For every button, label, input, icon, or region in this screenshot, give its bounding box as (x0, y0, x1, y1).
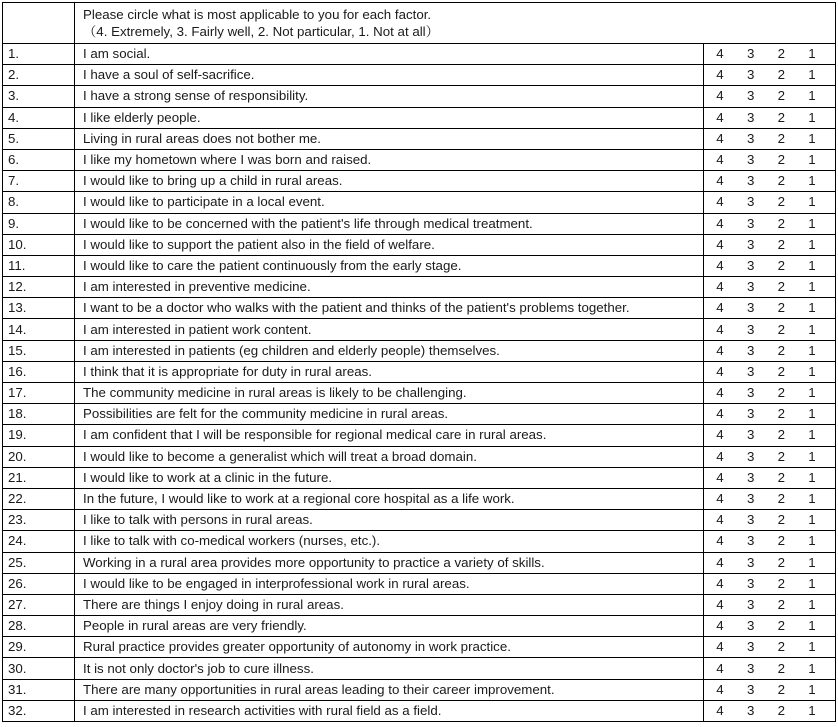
header-blank-cell (3, 3, 75, 44)
score-options-cell (704, 234, 836, 255)
item-number: 22. (3, 488, 75, 509)
score-option-3[interactable]: 3 (746, 618, 755, 634)
item-statement: There are many opportunities in rural areas leading to their career improvement. (75, 679, 704, 700)
score-option-4[interactable]: 4 (716, 491, 724, 507)
score-option-3[interactable]: 3 (746, 236, 755, 252)
score-option-3[interactable]: 3 (746, 512, 755, 528)
score-option-2[interactable]: 2 (777, 533, 786, 549)
score-option-2[interactable]: 2 (777, 130, 786, 146)
score-options (704, 383, 835, 403)
table-row (3, 44, 836, 65)
score-option-2[interactable]: 2 (777, 512, 786, 528)
score-options (704, 574, 835, 594)
score-option-1[interactable]: 1 (808, 46, 816, 62)
score-option-3[interactable]: 3 (746, 363, 755, 379)
score-option-4[interactable]: 4 (716, 639, 724, 655)
score-options-cell (704, 573, 836, 594)
score-option-2[interactable]: 2 (777, 385, 786, 401)
score-option-4[interactable]: 4 (716, 554, 724, 570)
score-option-2[interactable]: 2 (777, 88, 786, 104)
score-option-3[interactable]: 3 (746, 406, 755, 422)
score-option-2[interactable]: 2 (777, 427, 786, 443)
score-options (704, 298, 835, 318)
score-options (704, 425, 835, 445)
table-row (3, 383, 836, 404)
score-option-4[interactable]: 4 (716, 300, 724, 316)
score-option-2[interactable]: 2 (777, 236, 786, 252)
item-number: 30. (3, 658, 75, 679)
score-options-cell (704, 107, 836, 128)
score-option-2[interactable]: 2 (777, 173, 786, 189)
score-option-2[interactable]: 2 (777, 215, 786, 231)
item-statement: I am interested in preventive medicine. (75, 277, 704, 298)
score-options-cell (704, 594, 836, 615)
score-options (704, 44, 835, 64)
item-statement: I want to be a doctor who walks with the patient and thinks of the patient's problems together. (75, 298, 704, 319)
score-option-2[interactable]: 2 (777, 660, 786, 676)
score-option-3[interactable]: 3 (746, 469, 755, 485)
item-number: 27. (3, 594, 75, 615)
item-number: 17. (3, 383, 75, 404)
score-option-4[interactable]: 4 (716, 67, 724, 83)
score-option-2[interactable]: 2 (777, 152, 786, 168)
table-row (3, 679, 836, 700)
score-options-cell (704, 340, 836, 361)
score-options (704, 595, 835, 615)
table-row (3, 107, 836, 128)
table-row (3, 192, 836, 213)
score-option-2[interactable]: 2 (777, 67, 786, 83)
score-options (704, 256, 835, 276)
table-row (3, 128, 836, 149)
score-option-4[interactable]: 4 (716, 596, 724, 612)
score-option-1[interactable]: 1 (808, 152, 816, 168)
table-row (3, 637, 836, 658)
score-option-1[interactable]: 1 (808, 88, 816, 104)
table-row (3, 86, 836, 107)
item-number: 15. (3, 340, 75, 361)
item-statement: I like elderly people. (75, 107, 704, 128)
score-option-1[interactable]: 1 (808, 448, 816, 464)
item-statement: Rural practice provides greater opportunity of autonomy in work practice. (75, 637, 704, 658)
item-number: 21. (3, 467, 75, 488)
score-option-3[interactable]: 3 (746, 639, 755, 655)
score-option-1[interactable]: 1 (808, 279, 816, 295)
table-row (3, 446, 836, 467)
score-options-cell (704, 86, 836, 107)
score-options (704, 86, 835, 106)
score-option-3[interactable]: 3 (746, 681, 755, 697)
score-options-cell (704, 44, 836, 65)
item-statement: I like my hometown where I was born and raised. (75, 149, 704, 170)
score-options-cell (704, 128, 836, 149)
item-number: 3. (3, 86, 75, 107)
item-number: 18. (3, 404, 75, 425)
item-number: 11. (3, 255, 75, 276)
table-row (3, 510, 836, 531)
score-option-4[interactable]: 4 (716, 109, 724, 125)
score-options-cell (704, 510, 836, 531)
score-option-4[interactable]: 4 (716, 194, 724, 210)
score-option-4[interactable]: 4 (716, 88, 724, 104)
score-option-2[interactable]: 2 (777, 554, 786, 570)
score-options (704, 616, 835, 636)
item-number: 12. (3, 277, 75, 298)
item-number: 8. (3, 192, 75, 213)
score-option-3[interactable]: 3 (746, 554, 755, 570)
item-number: 2. (3, 65, 75, 86)
score-options-cell (704, 552, 836, 573)
table-row (3, 255, 836, 276)
item-statement: I am interested in patient work content. (75, 319, 704, 340)
score-options (704, 531, 835, 551)
score-options (704, 553, 835, 573)
score-options (704, 468, 835, 488)
score-option-3[interactable]: 3 (746, 448, 755, 464)
table-row (3, 234, 836, 255)
item-number: 4. (3, 107, 75, 128)
score-options-cell (704, 637, 836, 658)
table-row (3, 361, 836, 382)
item-number: 1. (3, 44, 75, 65)
item-statement: There are things I enjoy doing in rural areas. (75, 594, 704, 615)
score-option-4[interactable]: 4 (716, 512, 724, 528)
item-number: 32. (3, 700, 75, 721)
item-statement: I would like to become a generalist which will treat a broad domain. (75, 446, 704, 467)
table-row (3, 65, 836, 86)
item-statement: Working in a rural area provides more opportunity to practice a variety of skills. (75, 552, 704, 573)
score-option-4[interactable]: 4 (716, 448, 724, 464)
table-row (3, 531, 836, 552)
score-options (704, 108, 835, 128)
score-option-1[interactable]: 1 (808, 109, 816, 125)
score-options-cell (704, 467, 836, 488)
item-number: 19. (3, 425, 75, 446)
score-options-cell (704, 425, 836, 446)
score-options-cell (704, 192, 836, 213)
table-row (3, 573, 836, 594)
score-option-1[interactable]: 1 (808, 236, 816, 252)
item-statement: Possibilities are felt for the community medicine in rural areas. (75, 404, 704, 425)
table-row (3, 425, 836, 446)
score-option-3[interactable]: 3 (746, 46, 755, 62)
item-number: 31. (3, 679, 75, 700)
score-option-3[interactable]: 3 (746, 427, 755, 443)
score-option-1[interactable]: 1 (808, 300, 816, 316)
score-option-4[interactable]: 4 (716, 575, 724, 591)
item-statement: I would like to work at a clinic in the future. (75, 467, 704, 488)
item-statement: In the future, I would like to work at a regional core hospital as a life work. (75, 488, 704, 509)
score-option-3[interactable]: 3 (746, 109, 755, 125)
score-options-cell (704, 658, 836, 679)
table-row (3, 277, 836, 298)
item-statement: I would like to be engaged in interprofessional work in rural areas. (75, 573, 704, 594)
table-row (3, 616, 836, 637)
score-option-3[interactable]: 3 (746, 300, 755, 316)
score-option-1[interactable]: 1 (808, 469, 816, 485)
score-option-1[interactable]: 1 (808, 512, 816, 528)
score-option-1[interactable]: 1 (808, 681, 816, 697)
item-statement: I have a soul of self-sacrifice. (75, 65, 704, 86)
item-number: 26. (3, 573, 75, 594)
score-options (704, 192, 835, 212)
score-option-4[interactable]: 4 (716, 215, 724, 231)
score-option-1[interactable]: 1 (808, 575, 816, 591)
score-options-cell (704, 383, 836, 404)
table-row (3, 340, 836, 361)
score-options (704, 510, 835, 530)
score-options (704, 489, 835, 509)
score-options (704, 171, 835, 191)
item-statement: I would like to be concerned with the patient's life through medical treatment. (75, 213, 704, 234)
score-options-cell (704, 446, 836, 467)
score-options-cell (704, 488, 836, 509)
questionnaire-table (2, 2, 836, 722)
score-option-1[interactable]: 1 (808, 618, 816, 634)
score-option-2[interactable]: 2 (777, 342, 786, 358)
item-statement: The community medicine in rural areas is likely to be challenging. (75, 383, 704, 404)
score-option-4[interactable]: 4 (716, 406, 724, 422)
score-option-1[interactable]: 1 (808, 194, 816, 210)
score-option-2[interactable]: 2 (777, 596, 786, 612)
score-option-2[interactable]: 2 (777, 618, 786, 634)
item-number: 13. (3, 298, 75, 319)
score-options (704, 404, 835, 424)
score-options-cell (704, 679, 836, 700)
item-statement: I would like to bring up a child in rural areas. (75, 171, 704, 192)
score-option-4[interactable]: 4 (716, 533, 724, 549)
score-option-3[interactable]: 3 (746, 279, 755, 295)
score-option-3[interactable]: 3 (746, 194, 755, 210)
score-option-4[interactable]: 4 (716, 427, 724, 443)
score-option-3[interactable]: 3 (746, 88, 755, 104)
score-option-4[interactable]: 4 (716, 152, 724, 168)
item-statement: Living in rural areas does not bother me. (75, 128, 704, 149)
score-options-cell (704, 65, 836, 86)
table-row (3, 594, 836, 615)
score-option-2[interactable]: 2 (777, 257, 786, 273)
score-option-3[interactable]: 3 (746, 321, 755, 337)
score-option-4[interactable]: 4 (716, 618, 724, 634)
score-option-3[interactable]: 3 (746, 342, 755, 358)
score-option-1[interactable]: 1 (808, 257, 816, 273)
score-options (704, 701, 835, 721)
score-option-1[interactable]: 1 (808, 554, 816, 570)
score-option-4[interactable]: 4 (716, 279, 724, 295)
score-option-3[interactable]: 3 (746, 257, 755, 273)
score-options-cell (704, 277, 836, 298)
score-option-4[interactable]: 4 (716, 257, 724, 273)
item-statement: I have a strong sense of responsibility. (75, 86, 704, 107)
item-number: 10. (3, 234, 75, 255)
score-options (704, 659, 835, 679)
score-option-4[interactable]: 4 (716, 363, 724, 379)
item-number: 25. (3, 552, 75, 573)
table-row (3, 319, 836, 340)
score-options (704, 277, 835, 297)
score-option-1[interactable]: 1 (808, 173, 816, 189)
score-option-1[interactable]: 1 (808, 596, 816, 612)
score-options-cell (704, 616, 836, 637)
item-number: 6. (3, 149, 75, 170)
score-options (704, 235, 835, 255)
score-option-4[interactable]: 4 (716, 130, 724, 146)
score-option-3[interactable]: 3 (746, 596, 755, 612)
score-option-2[interactable]: 2 (777, 321, 786, 337)
table-row (3, 467, 836, 488)
score-option-4[interactable]: 4 (716, 681, 724, 697)
score-option-3[interactable]: 3 (746, 702, 755, 718)
item-statement: It is not only doctor's job to cure illness. (75, 658, 704, 679)
score-option-2[interactable]: 2 (777, 491, 786, 507)
score-option-1[interactable]: 1 (808, 660, 816, 676)
score-option-1[interactable]: 1 (808, 427, 816, 443)
score-option-4[interactable]: 4 (716, 385, 724, 401)
score-option-3[interactable]: 3 (746, 575, 755, 591)
table-row (3, 700, 836, 721)
score-option-1[interactable]: 1 (808, 130, 816, 146)
score-options-cell (704, 700, 836, 721)
score-option-1[interactable]: 1 (808, 533, 816, 549)
score-option-2[interactable]: 2 (777, 702, 786, 718)
score-options (704, 150, 835, 170)
item-number: 24. (3, 531, 75, 552)
item-statement: I would like to support the patient also in the field of welfare. (75, 234, 704, 255)
score-option-4[interactable]: 4 (716, 342, 724, 358)
score-options-cell (704, 361, 836, 382)
score-options (704, 680, 835, 700)
score-option-3[interactable]: 3 (746, 130, 755, 146)
item-statement: I am social. (75, 44, 704, 65)
item-number: 29. (3, 637, 75, 658)
score-option-2[interactable]: 2 (777, 46, 786, 62)
score-option-2[interactable]: 2 (777, 448, 786, 464)
score-options-cell (704, 171, 836, 192)
score-option-4[interactable]: 4 (716, 236, 724, 252)
score-option-1[interactable]: 1 (808, 385, 816, 401)
score-option-4[interactable]: 4 (716, 321, 724, 337)
item-statement: I think that it is appropriate for duty in rural areas. (75, 361, 704, 382)
score-option-4[interactable]: 4 (716, 660, 724, 676)
item-number: 9. (3, 213, 75, 234)
item-number: 28. (3, 616, 75, 637)
item-statement: I would like to care the patient continuously from the early stage. (75, 255, 704, 276)
score-options (704, 362, 835, 382)
score-option-1[interactable]: 1 (808, 406, 816, 422)
score-option-2[interactable]: 2 (777, 469, 786, 485)
score-option-4[interactable]: 4 (716, 469, 724, 485)
score-option-3[interactable]: 3 (746, 67, 755, 83)
score-options-cell (704, 213, 836, 234)
score-option-2[interactable]: 2 (777, 575, 786, 591)
item-statement: I like to talk with co-medical workers (nurses, etc.). (75, 531, 704, 552)
score-options-cell (704, 319, 836, 340)
item-statement: I am interested in patients (eg children and elderly people) themselves. (75, 340, 704, 361)
score-option-2[interactable]: 2 (777, 406, 786, 422)
score-options (704, 214, 835, 234)
score-option-2[interactable]: 2 (777, 681, 786, 697)
score-option-1[interactable]: 1 (808, 363, 816, 379)
score-option-4[interactable]: 4 (716, 702, 724, 718)
item-number: 7. (3, 171, 75, 192)
item-statement: I am interested in research activities with rural field as a field. (75, 700, 704, 721)
item-number: 16. (3, 361, 75, 382)
score-option-2[interactable]: 2 (777, 639, 786, 655)
score-option-3[interactable]: 3 (746, 385, 755, 401)
table-row (3, 658, 836, 679)
scale-legend: （4. Extremely, 3. Fairly well, 2. Not particular, 1. Not at all） (83, 24, 439, 39)
score-options (704, 129, 835, 149)
score-option-2[interactable]: 2 (777, 279, 786, 295)
item-number: 5. (3, 128, 75, 149)
item-number: 20. (3, 446, 75, 467)
table-row (3, 488, 836, 509)
score-options (704, 320, 835, 340)
instruction-cell (75, 3, 836, 44)
score-option-2[interactable]: 2 (777, 109, 786, 125)
item-statement: I like to talk with persons in rural areas. (75, 510, 704, 531)
score-option-2[interactable]: 2 (777, 194, 786, 210)
score-option-3[interactable]: 3 (746, 215, 755, 231)
score-options (704, 341, 835, 361)
header-row (3, 3, 836, 44)
score-option-1[interactable]: 1 (808, 321, 816, 337)
score-option-3[interactable]: 3 (746, 491, 755, 507)
table-row (3, 552, 836, 573)
score-option-2[interactable]: 2 (777, 300, 786, 316)
item-number: 14. (3, 319, 75, 340)
table-row (3, 404, 836, 425)
item-statement: People in rural areas are very friendly. (75, 616, 704, 637)
score-options-cell (704, 531, 836, 552)
score-option-3[interactable]: 3 (746, 660, 755, 676)
score-options (704, 637, 835, 657)
score-options-cell (704, 404, 836, 425)
item-statement: I am confident that I will be responsible for regional medical care in rural areas. (75, 425, 704, 446)
item-number: 23. (3, 510, 75, 531)
score-option-3[interactable]: 3 (746, 533, 755, 549)
score-options (704, 65, 835, 85)
score-option-1[interactable]: 1 (808, 67, 816, 83)
table-row (3, 149, 836, 170)
score-option-2[interactable]: 2 (777, 363, 786, 379)
score-options-cell (704, 149, 836, 170)
score-option-1[interactable]: 1 (808, 639, 816, 655)
score-option-1[interactable]: 1 (808, 702, 816, 718)
score-options-cell (704, 255, 836, 276)
score-option-3[interactable]: 3 (746, 152, 755, 168)
score-option-1[interactable]: 1 (808, 215, 816, 231)
score-option-4[interactable]: 4 (716, 173, 724, 189)
score-options-cell (704, 298, 836, 319)
item-statement: I would like to participate in a local event. (75, 192, 704, 213)
score-option-1[interactable]: 1 (808, 491, 816, 507)
table-row (3, 213, 836, 234)
score-option-3[interactable]: 3 (746, 173, 755, 189)
score-option-4[interactable]: 4 (716, 46, 724, 62)
table-row (3, 298, 836, 319)
score-option-1[interactable]: 1 (808, 342, 816, 358)
instruction-text: Please circle what is most applicable to you for each factor. (83, 7, 432, 22)
score-options (704, 447, 835, 467)
table-row (3, 171, 836, 192)
